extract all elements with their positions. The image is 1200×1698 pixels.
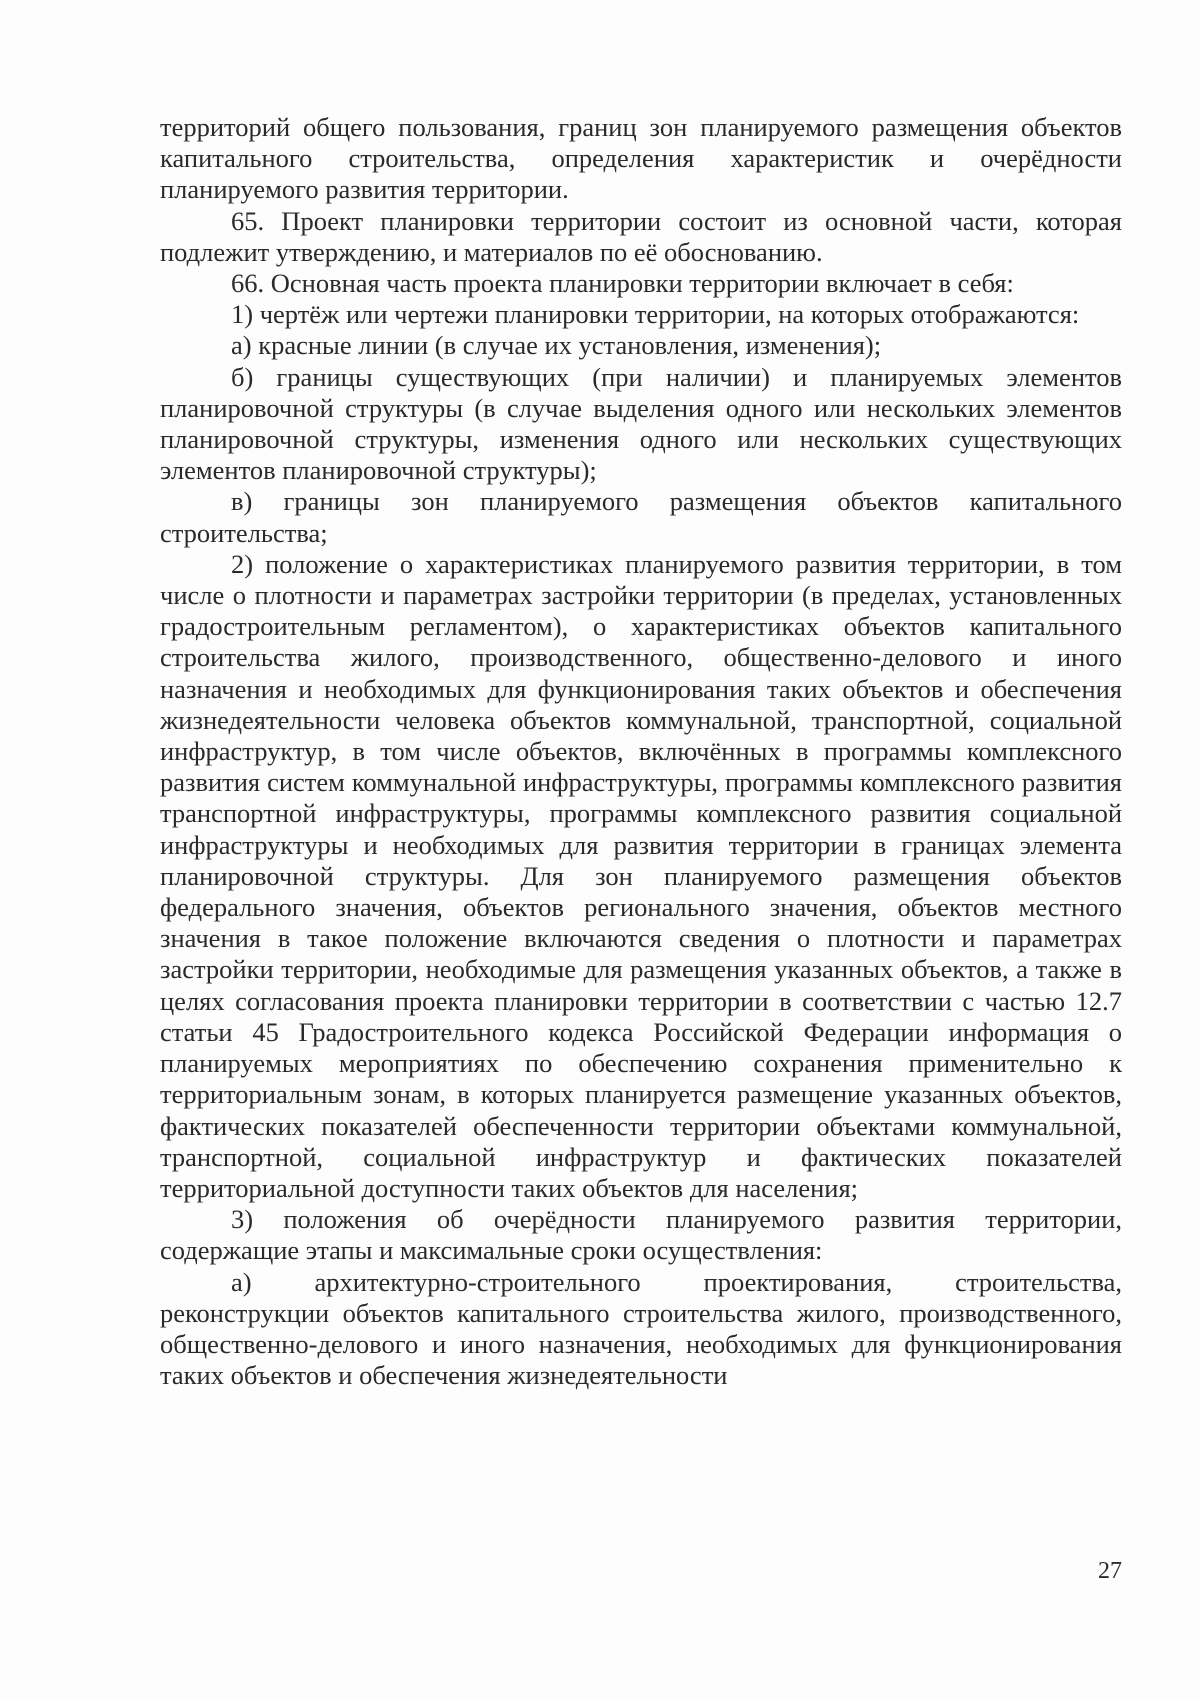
list-subitem-a: а) красные линии (в случае их установления, изменения); [231, 330, 882, 361]
list-item-3: 3) положения об очерёдности планируемого развития территории, содержащие этапы и максимальные сроки осуществления: [160, 1204, 1122, 1266]
list-subitem-b: б) границы существующих (при наличии) и планируемых элементов планировочной структуры (в случае выделения одного или нескольких элементов планировочной структуры, изменения одного или нескольких существующих элементов планировочной структуры); [160, 361, 1122, 486]
paragraph-continuation: территорий общего пользования, границ зон планируемого размещения объектов капитального строительства, определения характеристик и очерёдности планируемого развития территории. [160, 112, 1122, 205]
paragraph-item-65: 65. Проект планировки территории состоит из основной части, которая подлежит утверждению, и материалов по её обоснованию. [160, 205, 1122, 267]
document-body [160, 112, 1122, 1391]
list-subitem-v: в) границы зон планируемого размещения объектов капитального строительства; [160, 486, 1122, 548]
list-item-1: 1) чертёж или чертежи планировки территории, на которых отображаются: [231, 299, 1080, 330]
paragraph-item-66: 66. Основная часть проекта планировки территории включает в себя: [231, 268, 1014, 299]
list-item-2: 2) положение о характеристиках планируемого развития территории, в том числе о плотности и параметрах застройки территории (в пределах, установленных градостроительным регламентом), о характеристиках объектов капитального строительства жилого, производственного, общественно-делового и иного назначения и необходимых для функционирования таких объектов и обеспечения жизнедеятельности человека объектов коммунальной, транспортной, социальной инфраструктур, в том числе объектов, включённых в программы комплексного развития систем коммунальной инфраструктуры, программы комплексного развития транспортной инфраструктуры, программы комплексного развития социальной инфраструктуры и необходимых для развития территории в границах элемента планировочной структуры. Для зон планируемого размещения объектов федерального значения, объектов регионального значения, объектов местного значения в такое положение включаются сведения о плотности и параметрах застройки территории, необходимые для размещения указанных объектов, а также в целях согласования проекта планировки территории в соответствии с частью 12.7 статьи 45 Градостроительного кодекса Российской Федерации информация о планируемых мероприятиях по обеспечению сохранения применительно к территориальным зонам, в которых планируется размещение указанных объектов, фактических показателей обеспеченности территории объектами коммунальной, транспортной, социальной инфраструктур и фактических показателей территориальной доступности таких объектов для населения; [160, 548, 1122, 1203]
list-item-3-subitem-a: а) архитектурно-строительного проектирования, строительства, реконструкции объектов капитального строительства жилого, производственного, общественно-делового и иного назначения, необходимых для функционирования таких объектов и обеспечения жизнедеятельности [160, 1266, 1122, 1391]
page-number: 27 [1098, 1558, 1122, 1584]
